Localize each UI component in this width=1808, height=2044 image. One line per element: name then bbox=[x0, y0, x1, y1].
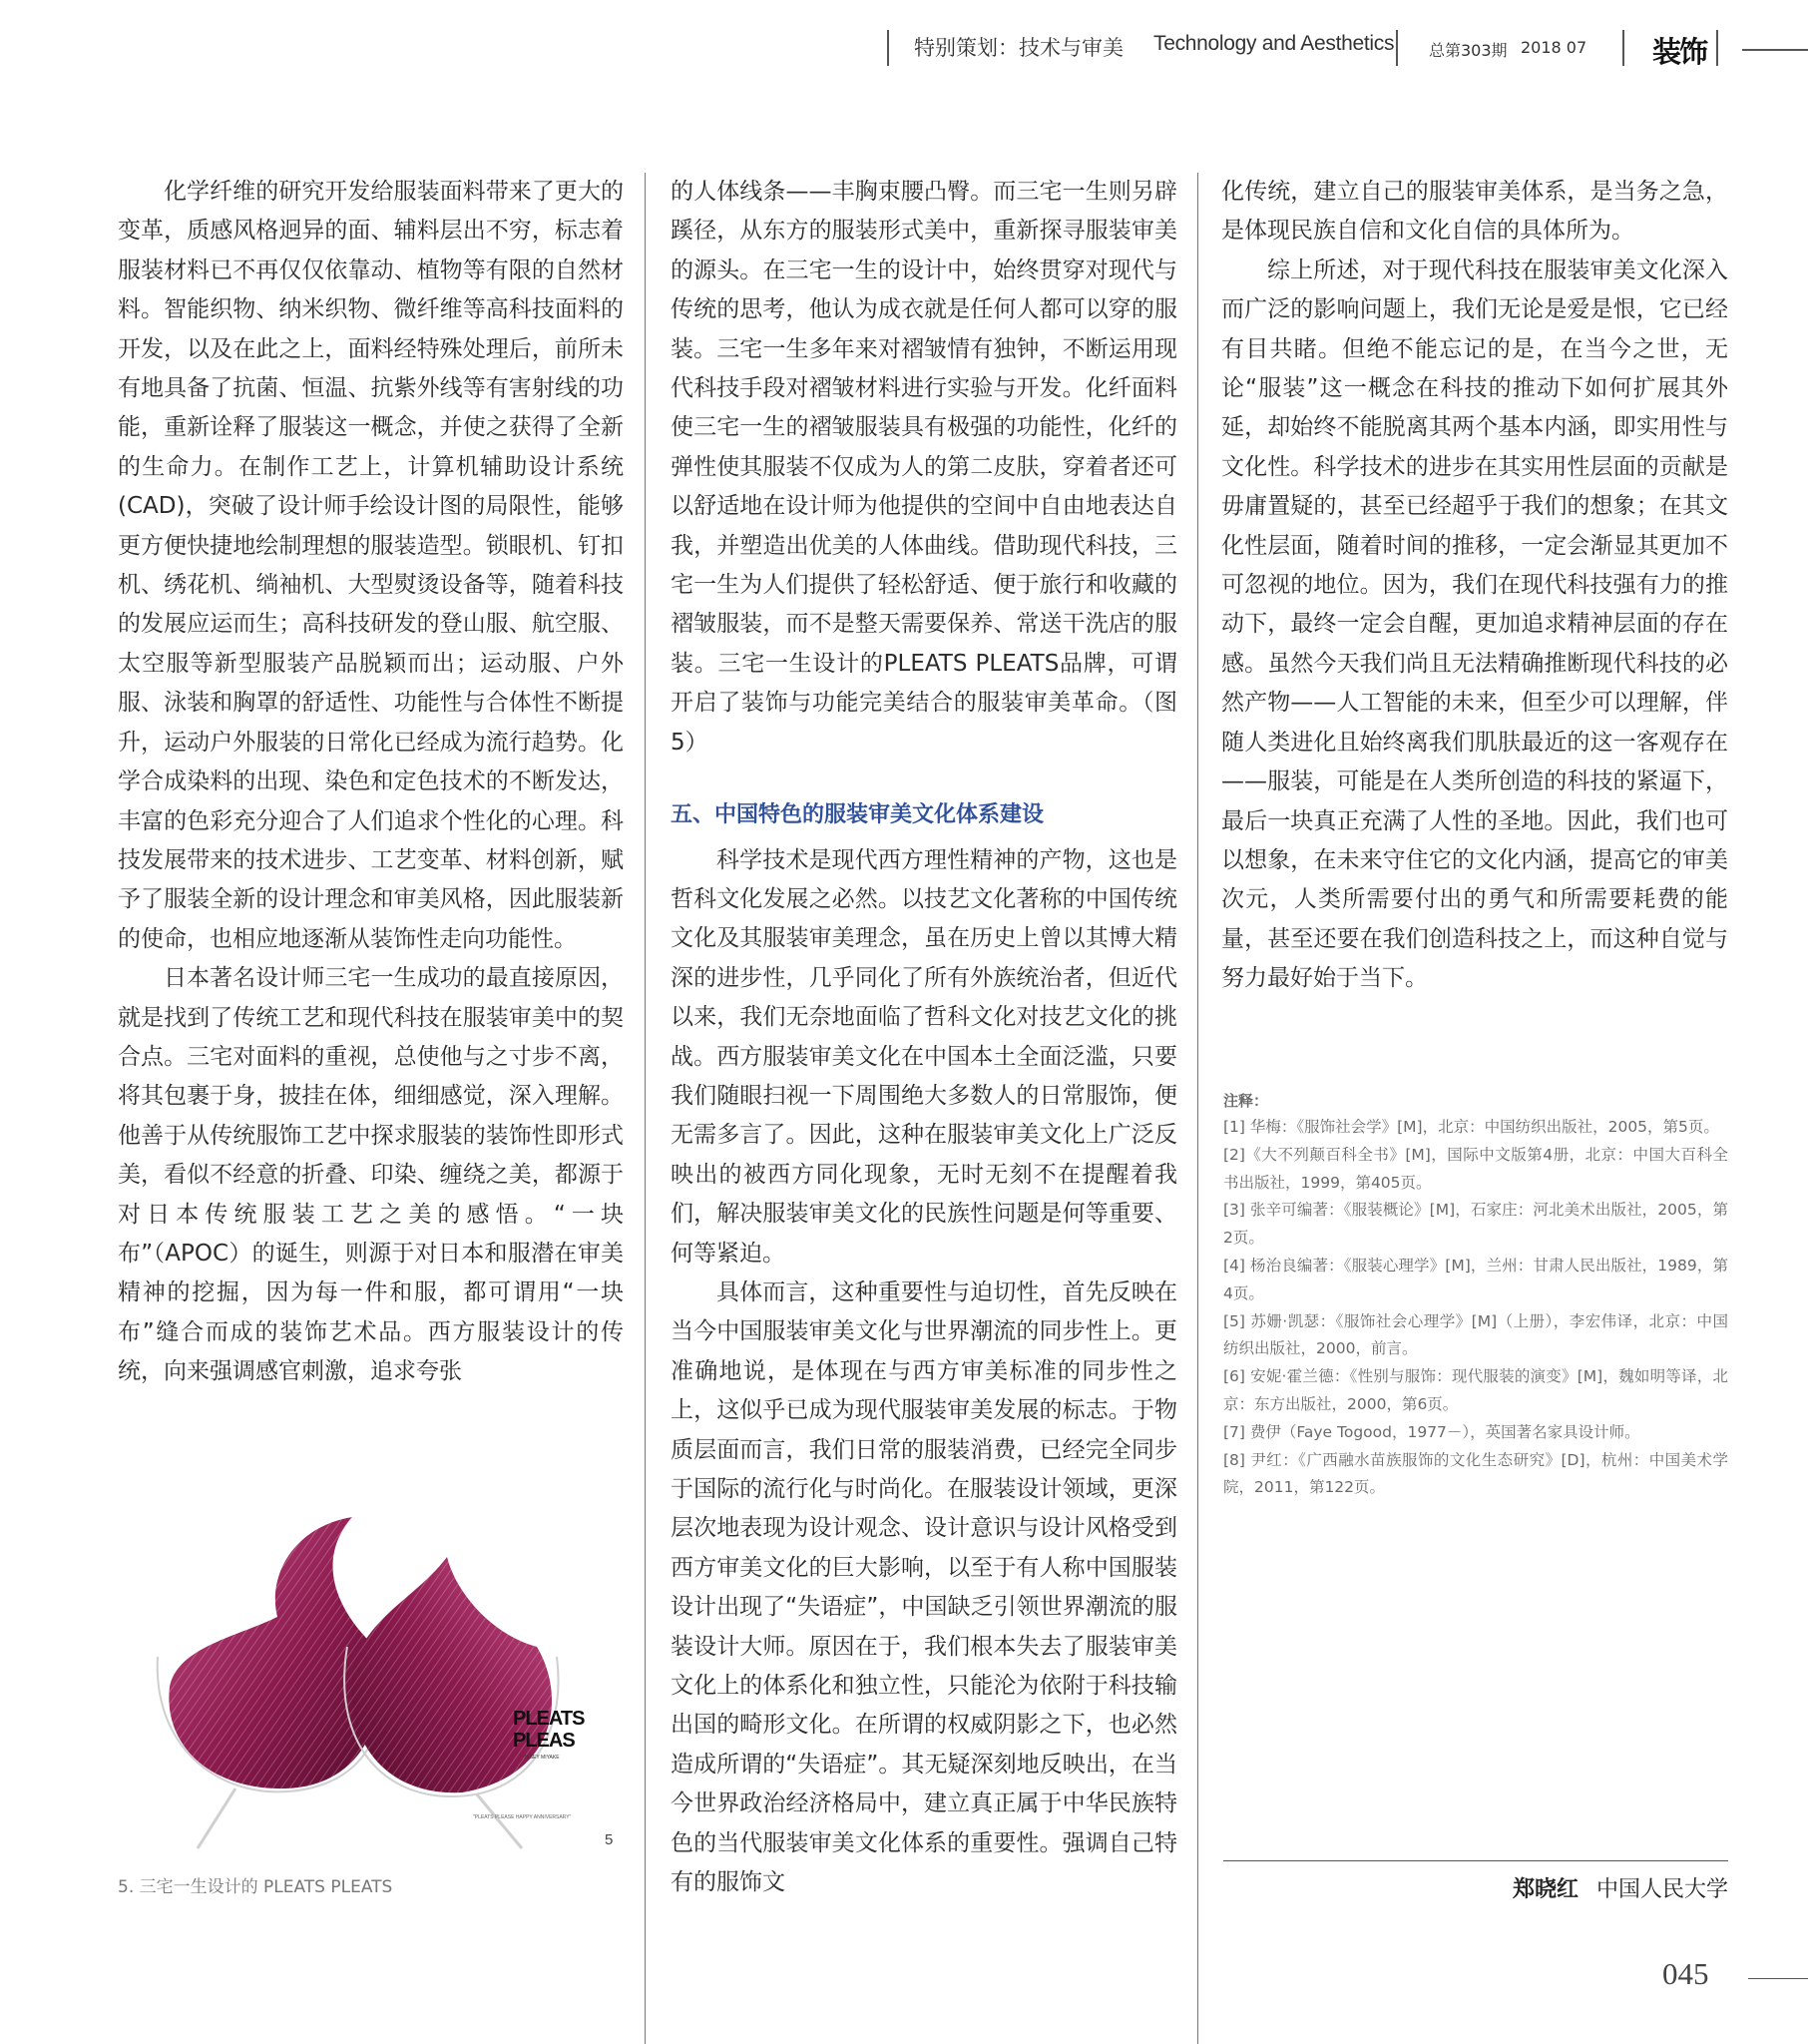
header-divider bbox=[1622, 30, 1624, 66]
author-rule bbox=[1223, 1860, 1728, 1861]
footer-rule bbox=[1748, 1978, 1808, 1979]
notes-title: 注释： bbox=[1223, 1092, 1269, 1110]
paragraph: 日本著名设计师三宅一生成功的最直接原因，就是找到了传统工艺和现代科技在服装审美中的契合点。三宅对面料的重视，总使他与之寸步不离，将其包裹于身，披挂在体，细细感觉，深入理解。他善于从传统服饰工艺中探求服装的装饰性即形式美，看似不经意的折叠、印染、缠绕之美，都源于对日本传统服装工艺之美的感悟。“一块布”（APOC）的诞生，则源于对日本和服潜在审美精神的挖掘，因为每一件和服，都可谓用“一块布”缝合而成的装饰艺术品。西方服装设计的传统，向来强调感官刺激，追求夸张 bbox=[118, 965, 624, 1385]
brand-designer: ISSEY MIYAKE bbox=[525, 1755, 560, 1761]
paragraph: 化传统，建立自己的服装审美体系，是当务之急，是体现民族自信和文化自信的具体所为。 bbox=[1221, 179, 1728, 245]
paragraph: 具体而言，这种重要性与迫切性，首先反映在当今中国服装审美文化与世界潮流的同步性上。更准确地说，是体现在与西方审美标准的同步性之上，这似乎已成为现代服装审美发展的标志。于物质层面而言，我们日常的服装消费，已经完全同步于国际的流行化与时尚化。在服装设计领域，更深层次地表现为设计观念、设计意识与设计风格受到西方审美文化的巨大影响，以至于有人称中国服装设计出现了“失语症”，中国缺乏引领世界潮流的服装设计大师。原因在于，我们根本失去了服装审美文化上的体系化和独立性，只能沦为依附于科技输出国的畸形文化。在所谓的权威阴影之下，也必然造成所谓的“失语症”。其无疑深刻地反映出，在当今世界政治经济格局中，建立真正属于中华民族特色的当代服装审美文化体系的重要性。强调自己特有的服饰文 bbox=[671, 1278, 1177, 1896]
header-rule bbox=[1742, 49, 1808, 51]
notes-list bbox=[1223, 1114, 1728, 1502]
note-item: [8] 尹红：《广西融水苗族服饰的文化生态研究》[D]，杭州：中国美术学院，2011，第122页。 bbox=[1223, 1450, 1728, 1497]
paragraph: 化学纤维的研究开发给服装面料带来了更大的变革，质感风格迥异的面、辅料层出不穷，标志着服装材料已不再仅仅依靠动、植物等有限的自然材料。智能织物、纳米织物、微纤维等高科技面料的开发，以及在此之上，面料经特殊处理后，前所未有地具备了抗菌、恒温、抗紫外线等有害射线的功能，重新诠释了服装这一概念，并使之获得了全新的生命力。在制作工艺上，计算机辅助设计系统(CAD)，突破了设计师手绘设计图的局限性，能够更方便快捷地绘制理想的服装造型。锁眼机、钉扣机、绣花机、绱袖机、大型熨烫设备等，随着科技的发展应运而生；高科技研发的登山服、航空服、太空服等新型服装产品脱颖而出；运动服、户外服、泳装和胸罩的舒适性、功能性与合体性不断提升，运动户外服装的日常化已经成为流行趋势。化学合成染料的出现、染色和定色技术的不断发达，丰富的色彩充分迎合了人们追求个性化的心理。科技发展带来的技术进步、工艺变革、材料创新，赋予了服装全新的设计理念和审美风格，因此服装新的使命，也相应地逐渐从装饰性走向功能性。 bbox=[118, 179, 624, 952]
author-name: 郑晓红 bbox=[1512, 1877, 1579, 1902]
article-column-2 bbox=[671, 173, 1177, 1902]
article-column-1 bbox=[118, 173, 624, 1392]
note-item: [5] 苏姗·凯瑟：《服饰社会心理学》[M]（上册），李宏伟译，北京：中国纺织出版社，2000，前言。 bbox=[1223, 1311, 1728, 1358]
column-divider bbox=[1197, 173, 1198, 2044]
paragraph: 科学技术是现代西方理性精神的产物，这也是哲科文化发展之必然。以技艺文化著称的中国传统文化及其服装审美理念，虽在历史上曾以其博大精深的进步性，几乎同化了所有外族统治者，但近代以来，我们无奈地面临了哲科文化对技艺文化的挑战。西方服装审美文化在中国本土全面泛滥，只要我们随眼扫视一下周围绝大多数人的日常服饰，便无需多言了。因此，这种在服装审美文化上广泛反映出的被西方同化现象，无时无刻不在提醒着我们，解决服装审美文化的民族性问题是何等重要、何等紧迫。 bbox=[671, 846, 1177, 1267]
left-stem bbox=[198, 1788, 235, 1848]
brand-tagline: "PLEATS PLEASE HAPPY ANNIVERSARY" bbox=[473, 1814, 572, 1820]
page-number: 045 bbox=[1662, 1956, 1709, 1991]
header-section-cn: 特别策划：技术与审美 bbox=[914, 36, 1124, 60]
header-issue: 总第303期 bbox=[1429, 41, 1508, 60]
brand-line-2: PLEAS bbox=[513, 1730, 575, 1752]
note-item: [1] 华梅：《服饰社会学》[M]，北京：中国纺织出版社，2005，第5页。 bbox=[1223, 1118, 1719, 1136]
brand-line-1: PLEATS bbox=[513, 1708, 585, 1730]
note-item: [6] 安妮·霍兰德：《性别与服饰：现代服装的演变》[M]，魏如明等译，北京：东方出版社，2000，第6页。 bbox=[1223, 1367, 1728, 1413]
header-divider bbox=[887, 30, 889, 66]
article-column-3 bbox=[1221, 173, 1728, 999]
note-item: [4] 杨治良编著：《服装心理学》[M]，兰州：甘肃人民出版社，1989，第4页。 bbox=[1223, 1256, 1728, 1302]
header-divider bbox=[1396, 30, 1398, 66]
author-affiliation: 中国人民大学 bbox=[1595, 1877, 1728, 1902]
note-item: [2]《大不列颠百科全书》[M]，国际中文版第4册，北京：中国大百科全书出版社，1999，第405页。 bbox=[1223, 1145, 1728, 1192]
header-section-en: Technology and Aesthetics bbox=[1153, 32, 1395, 55]
figure-caption: 5. 三宅一生设计的 PLEATS PLEATS bbox=[118, 1877, 393, 1897]
header-date: 2018 07 bbox=[1521, 38, 1587, 57]
figure-number: 5 bbox=[605, 1831, 614, 1848]
wine-glasses-illustration bbox=[118, 1497, 624, 1856]
note-item: [7] 费伊（Faye Togood，1977－），英国著名家具设计师。 bbox=[1223, 1422, 1640, 1441]
magazine-logo: 装饰 bbox=[1652, 35, 1707, 69]
header-divider bbox=[1716, 30, 1718, 66]
section-heading: 五、中国特色的服装审美文化体系建设 bbox=[671, 802, 1045, 828]
right-stem bbox=[477, 1794, 522, 1848]
note-item: [3] 张辛可编著：《服装概论》[M]，石家庄：河北美术出版社，2005，第2页。 bbox=[1223, 1201, 1728, 1248]
paragraph: 的人体线条——丰胸束腰凸臀。而三宅一生则另辟蹊径，从东方的服装形式美中，重新探寻服装审美的源头。在三宅一生的设计中，始终贯穿对现代与传统的思考，他认为成衣就是任何人都可以穿的服装。三宅一生多年来对褶皱情有独钟，不断运用现代科技手段对褶皱材料进行实验与开发。化纤面料使三宅一生的褶皱服装具有极强的功能性，化纤的弹性使其服装不仅成为人的第二皮肤，穿着者还可以舒适地在设计师为他提供的空间中自由地表达自我，并塑造出优美的人体曲线。借助现代科技，三宅一生为人们提供了轻松舒适、便于旅行和收藏的褶皱服装，而不是整天需要保养、常送干洗店的服装。三宅一生设计的PLEATS PLEATS品牌，可谓开启了装饰与功能完美结合的服装审美革命。（图5） bbox=[671, 179, 1177, 756]
column-divider bbox=[645, 173, 646, 2044]
author-line bbox=[1513, 1872, 1728, 1903]
figure-pleats-wine-glasses bbox=[118, 1497, 624, 1856]
paragraph: 综上所述，对于现代科技在服装审美文化深入而广泛的影响问题上，我们无论是爱是恨，它已经有目共睹。但绝不能忘记的是，在当今之世，无论“服装”这一概念在科技的推动下如何扩展其外延，却始终不能脱离其两个基本内涵，即实用性与文化性。科学技术的进步在其实用性层面的贡献是毋庸置疑的，甚至已经超乎于我们的想象；在其文化性层面，随着时间的推移，一定会渐显其更加不可忽视的地位。因为，我们在现代科技强有力的推动下，最终一定会自醒，更加追求精神层面的存在感。虽然今天我们尚且无法精确推断现代科技的必然产物——人工智能的未来，但至少可以理解，伴随人类进化且始终离我们肌肤最近的这一客观存在——服装，可能是在人类所创造的科技的紧逼下，最后一块真正充满了人性的圣地。因此，我们也可以想象，在未来守住它的文化内涵，提高它的审美次元，人类所需要付出的勇气和所需要耗费的能量，甚至还要在我们创造科技之上，而这种自觉与努力最好始于当下。 bbox=[1221, 256, 1728, 992]
